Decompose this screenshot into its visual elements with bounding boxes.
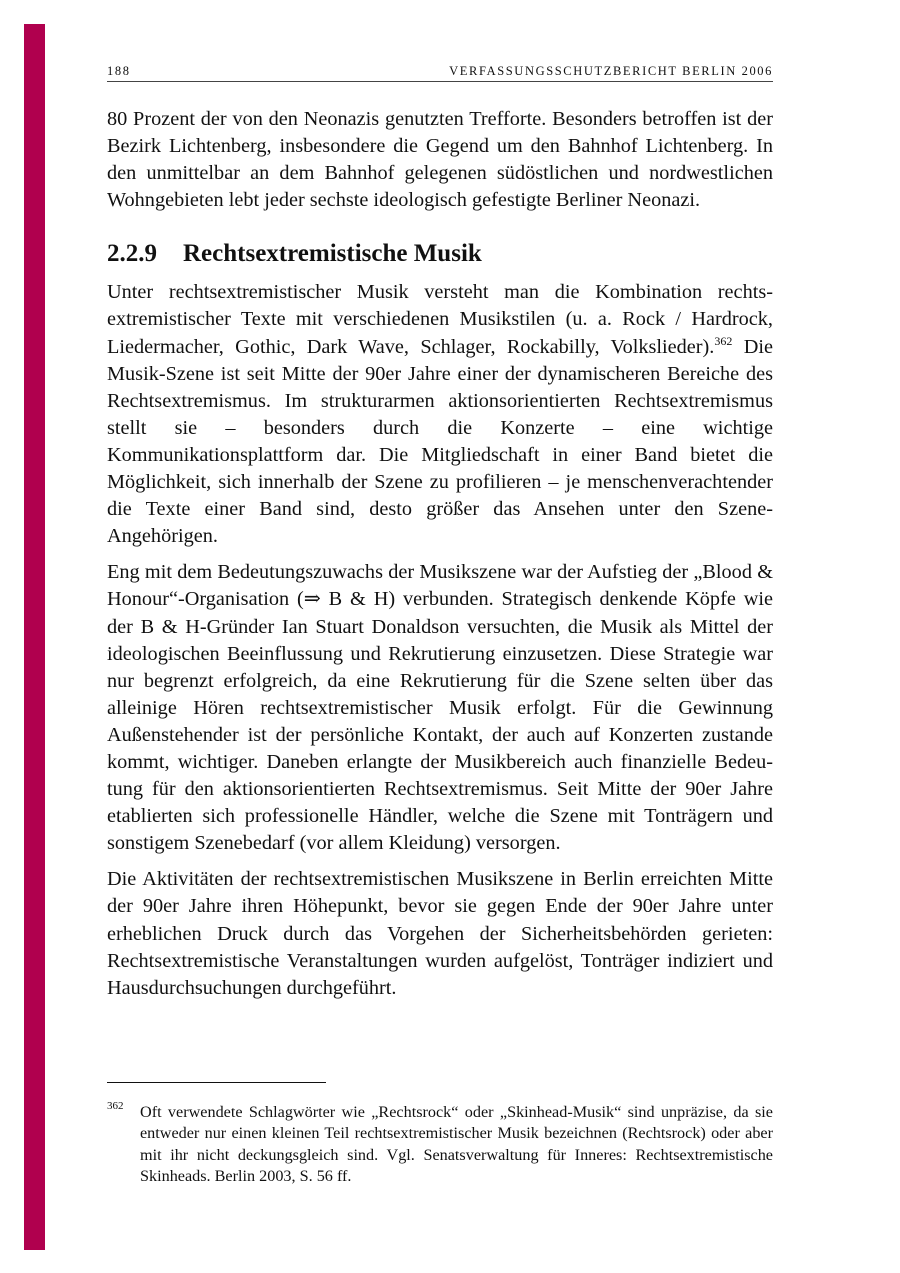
paragraph-2-part-2: Die Musik-Szene ist seit Mitte der 90er Jahre einer der dynamischeren Bereiche des Rechtsextremismus. Im strukturarmen aktionsorientierten Rechtsextremismus stellt sie – besonders durch die Konzerte – eine wichtige Kommunikationsplattform dar. Die Mitgliedschaft in einer Band bietet die Möglichkeit, sich innerhalb der Szene zu profilieren – je menschenverachtender die Texte einer Band sind, desto größer das Ansehen unter den Szene-Angehörigen. (107, 335, 773, 548)
paragraph-3: Eng mit dem Bedeutungszuwachs der Musikszene war der Aufstieg der „Blood & Honour“-Organisation (⇒ B & H) verbunden. Strategisch denkende Köpfe wie der B & H-Gründer Ian Stuart Donaldson versuchten, die Musik als Mittel der ideologischen Beeinflussung und Rekrutierung einzusetzen. Diese Strategie war nur begrenzt erfolgreich, da eine Rekrutierung für die Szene selten über das alleinige Hören rechtsextremistischer Musik erfolgt. Für die Gewinnung Außenstehender ist der persönliche Kontakt, der auch auf Konzerten zustande kommt, wichtiger. Daneben erlangte der Musikbereich auch finanzielle Bedeutung für den aktionsorientierten Rechtsextremismus. Seit Mitte der 90er Jahre etablierten sich professionelle Händler, welche die Szene mit Tonträgern und sonstigem Szenebedarf (vor allem Kleidung) versorgen. (107, 561, 773, 855)
running-title: VERFASSUNGSSCHUTZBERICHT BERLIN 2006 (449, 64, 773, 78)
paragraph-4: Die Aktivitäten der rechtsextremistischen Musikszene in Berlin erreichten Mitte der 90er Jahre ihren Höhepunkt, bevor sie gegen Ende der 90er Jahre unter erheblichen Druck durch das Vorgehen der Sicherheitsbehörden gerieten: Rechtsextremistische Veranstaltungen wurden aufgelöst, Tonträger indiziert und Hausdurchsuchungen durchgeführt. (107, 868, 773, 999)
running-header (107, 63, 773, 82)
footnote-text: Oft verwendete Schlagwörter wie „Rechtsrock“ oder „Skinhead-Musik“ sind unpräzise, da sie entweder nur einen kleinen Teil rechtsextremistischer Musik bezeichnen (Rechtsrock) oder aber mit ihr nicht deckungsgleich sind. Vgl. Senatsverwaltung für Inneres: Rechtsextremistische Skinheads. Berlin 2003, S. 56 ff. (140, 1103, 773, 1185)
paragraph-2 (107, 279, 773, 550)
footnote-marker: 362 (107, 1100, 124, 1112)
side-color-bar (24, 24, 45, 1250)
footnote-reference[interactable]: 362 (714, 333, 733, 348)
section-number: 2.2.9 (107, 240, 157, 268)
page-number: 188 (107, 64, 131, 78)
paragraph-1: 80 Prozent der von den Neonazis genutzten Trefforte. Besonders betroffen ist der Bezirk Lichtenberg, insbesondere die Gegend um den Bahnhof Lichtenberg. In den unmittelbar an dem Bahnhof gelegenen südöstlichen und nordwestlichen Wohngebieten lebt jeder sechste ideologisch gefestigte Berliner Neonazi. (107, 108, 773, 212)
main-text (107, 106, 773, 1002)
footnote (107, 1102, 773, 1187)
footnote-separator (107, 1082, 326, 1083)
paragraph-2-part-1: Unter rechtsextremistischer Musik versteht man die Kombination rechtsextremistischer Texte mit verschiedenen Musikstilen (u. a. Rock / Hardrock, Liedermacher, Gothic, Dark Wave, Schlager, Rockabilly, Volkslieder). (107, 281, 773, 358)
section-heading (107, 239, 773, 269)
section-title: Rechtsextremistische Musik (183, 240, 482, 268)
